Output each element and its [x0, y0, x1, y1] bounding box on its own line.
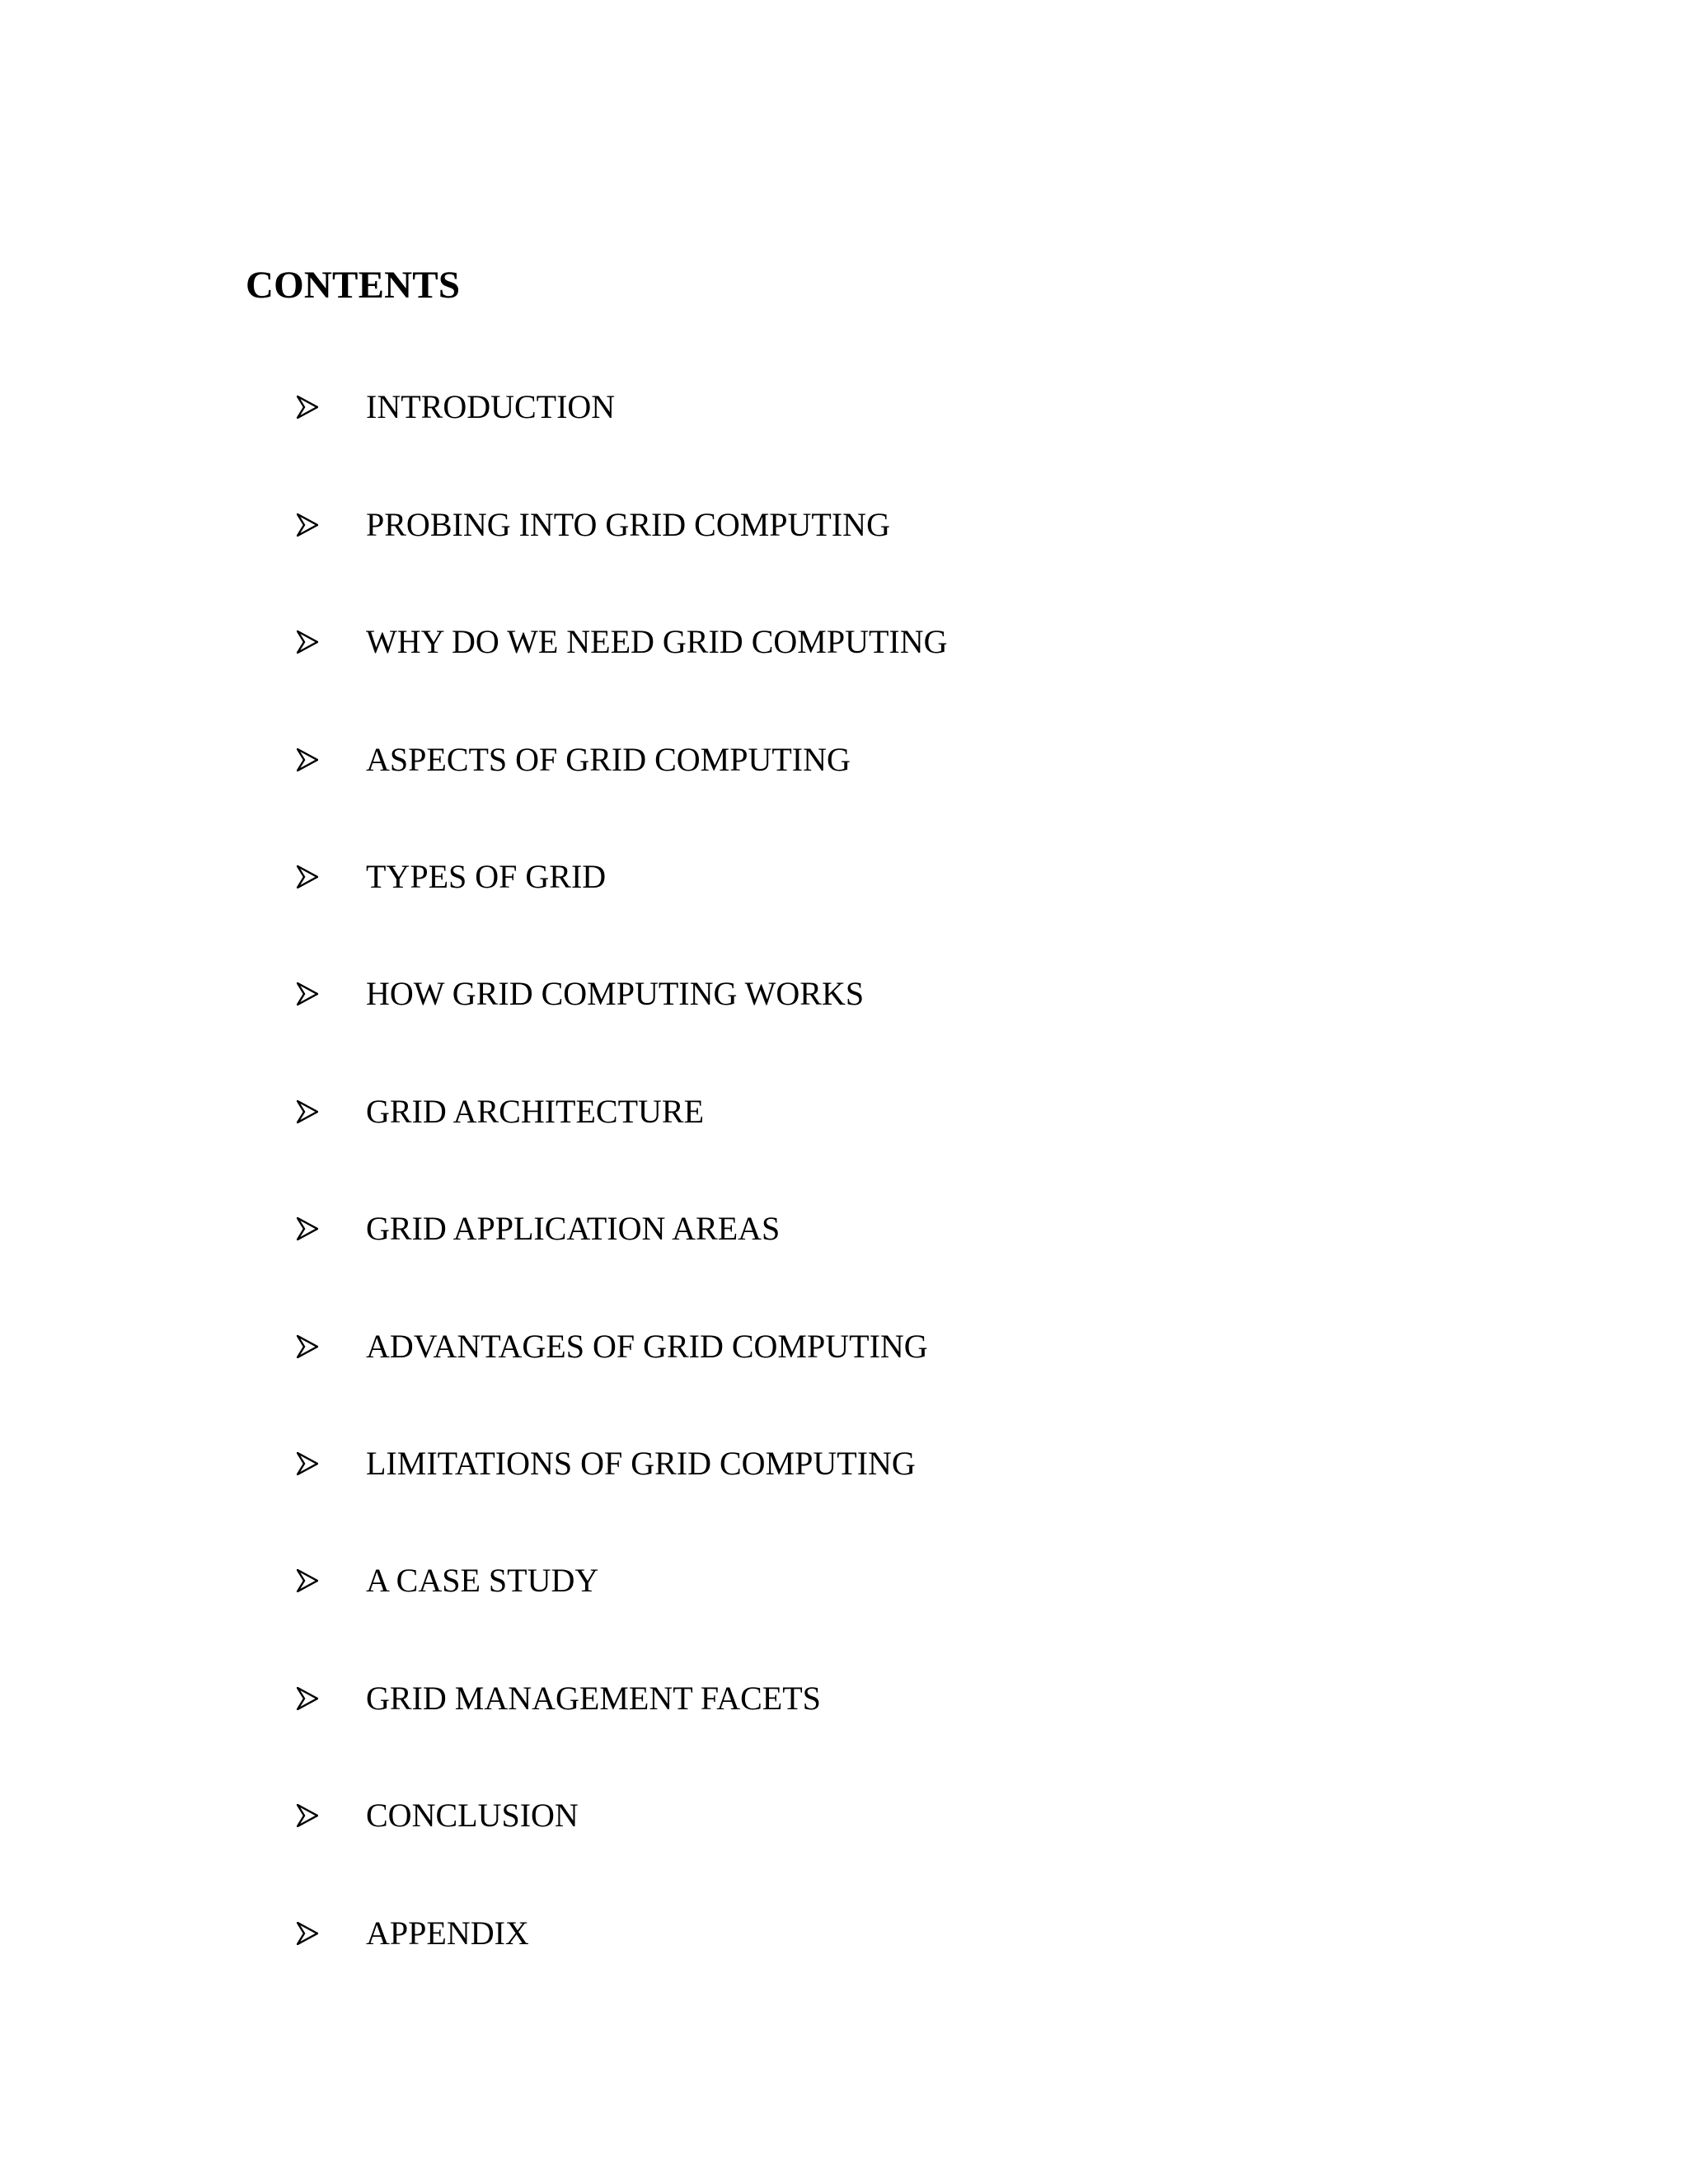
toc-item-label: GRID APPLICATION AREAS [366, 1210, 781, 1247]
arrowhead-bullet-icon [297, 396, 318, 419]
toc-item-label: ADVANTAGES OF GRID COMPUTING [366, 1328, 928, 1365]
arrowhead-bullet-icon [297, 1217, 318, 1240]
toc-item-label: A CASE STUDY [366, 1562, 599, 1599]
toc-item-label: INTRODUCTION [366, 388, 616, 425]
arrowhead-bullet-icon [297, 1452, 318, 1475]
arrowhead-bullet-icon [297, 1335, 318, 1358]
toc-item [297, 382, 615, 432]
toc-item-label: HOW GRID COMPUTING WORKS [366, 975, 865, 1012]
toc-item-label: PROBING INTO GRID COMPUTING [366, 506, 890, 543]
arrowhead-bullet-icon [297, 1100, 318, 1123]
toc-item-label: CONCLUSION [366, 1797, 579, 1834]
arrowhead-bullet-icon [297, 1804, 318, 1827]
arrowhead-bullet-icon [297, 513, 318, 537]
toc-item [297, 1909, 529, 1958]
toc-item [297, 1204, 780, 1254]
arrowhead-bullet-icon [297, 1569, 318, 1592]
toc-item [297, 617, 948, 667]
toc-item-label: GRID MANAGEMENT FACETS [366, 1680, 821, 1717]
toc-item [297, 1439, 916, 1488]
toc-item-label: LIMITATIONS OF GRID COMPUTING [366, 1445, 916, 1482]
arrowhead-bullet-icon [297, 1922, 318, 1945]
arrowhead-bullet-icon [297, 865, 318, 888]
toc-item-label: WHY DO WE NEED GRID COMPUTING [366, 623, 948, 660]
toc-item [297, 1791, 579, 1840]
toc-item-label: APPENDIX [366, 1915, 529, 1952]
toc-item [297, 1322, 928, 1371]
arrowhead-bullet-icon [297, 630, 318, 654]
arrowhead-bullet-icon [297, 982, 318, 1005]
toc-item [297, 969, 864, 1019]
toc-item-label: TYPES OF GRID [366, 858, 607, 895]
toc-item-label: GRID ARCHITECTURE [366, 1093, 704, 1130]
toc-item [297, 1556, 598, 1605]
toc-item [297, 1087, 704, 1137]
arrowhead-bullet-icon [297, 748, 318, 771]
toc-item [297, 735, 851, 785]
arrowhead-bullet-icon [297, 1687, 318, 1710]
toc-item [297, 852, 606, 902]
contents-heading: CONTENTS [246, 264, 461, 307]
toc-item [297, 1674, 821, 1723]
toc-item-label: ASPECTS OF GRID COMPUTING [366, 741, 851, 778]
toc-item [297, 500, 890, 550]
